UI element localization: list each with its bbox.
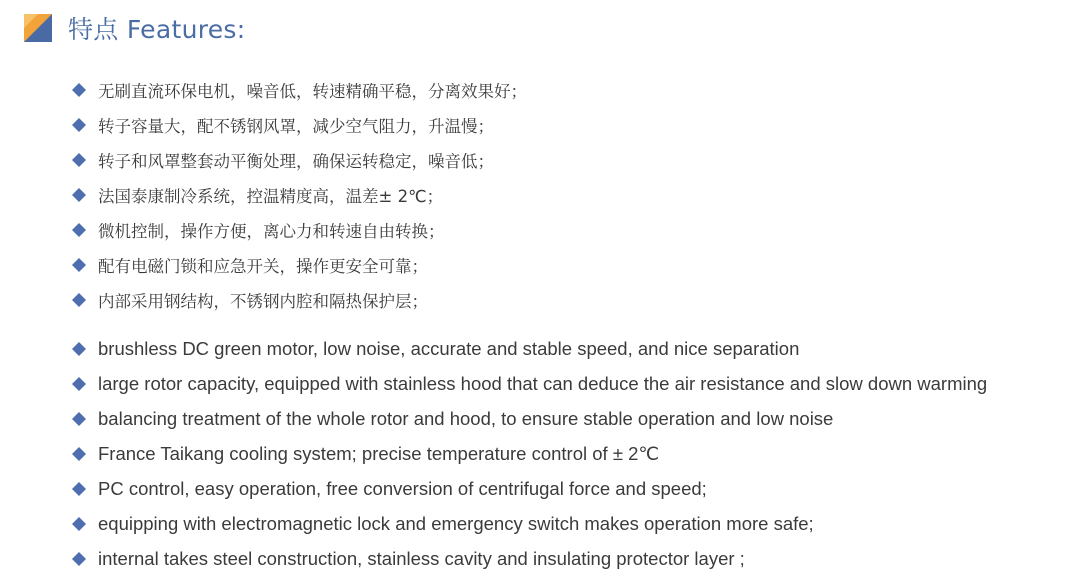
feature-text: equipping with electromagnetic lock and emergency switch makes operation more safe; [98, 512, 814, 534]
section-heading [24, 10, 245, 46]
list-item [72, 401, 987, 436]
diamond-bullet-icon [72, 377, 86, 391]
feature-text: 法国泰康制冷系统，控温精度高，温差± 2℃； [98, 186, 444, 206]
feature-text: internal takes steel construction, stainless cavity and insulating protector layer ; [98, 547, 745, 569]
diamond-bullet-icon [72, 517, 86, 531]
feature-text: 配有电磁门锁和应急开关，操作更安全可靠； [98, 256, 428, 276]
diamond-bullet-icon [72, 258, 86, 272]
feature-text: 无刷直流环保电机，噪音低，转速精确平稳，分离效果好； [98, 81, 527, 101]
feature-text: large rotor capacity, equipped with stainless hood that can deduce the air resistance and slow down warming [98, 372, 988, 394]
list-item [72, 142, 527, 177]
feature-text: 转子容量大，配不锈钢风罩，减少空气阻力，升温慢； [98, 116, 494, 136]
diamond-bullet-icon [72, 552, 86, 566]
feature-text: balancing treatment of the whole rotor and hood, to ensure stable operation and low noise [98, 407, 834, 429]
list-item [72, 331, 987, 366]
list-item [72, 282, 527, 317]
feature-text: 内部采用钢结构，不锈钢内腔和隔热保护层； [98, 291, 428, 311]
diamond-bullet-icon [72, 83, 86, 97]
diamond-bullet-icon [72, 293, 86, 307]
orange-blue-square-logo-icon [24, 14, 52, 42]
diamond-bullet-icon [72, 482, 86, 496]
list-item [72, 471, 987, 506]
features-list-english [72, 331, 987, 576]
list-item [72, 72, 527, 107]
diamond-bullet-icon [72, 342, 86, 356]
list-item [72, 107, 527, 142]
diamond-bullet-icon [72, 188, 86, 202]
list-item [72, 506, 987, 541]
diamond-bullet-icon [72, 447, 86, 461]
diamond-bullet-icon [72, 223, 86, 237]
list-item [72, 212, 527, 247]
list-item [72, 436, 987, 471]
feature-text: 转子和风罩整套动平衡处理，确保运转稳定，噪音低； [98, 151, 494, 171]
diamond-bullet-icon [72, 412, 86, 426]
diamond-bullet-icon [72, 153, 86, 167]
feature-text: PC control, easy operation, free conversion of centrifugal force and speed; [98, 477, 707, 499]
list-item [72, 541, 987, 576]
list-item [72, 177, 527, 212]
page-title: 特点 Features: [68, 15, 246, 44]
list-item [72, 366, 987, 401]
feature-text: brushless DC green motor, low noise, accurate and stable speed, and nice separation [98, 337, 800, 359]
features-list-chinese [72, 72, 527, 317]
diamond-bullet-icon [72, 118, 86, 132]
feature-text: France Taikang cooling system; precise temperature control of ± 2℃ [98, 442, 660, 464]
feature-text: 微机控制，操作方便，离心力和转速自由转换； [98, 221, 445, 241]
list-item [72, 247, 527, 282]
